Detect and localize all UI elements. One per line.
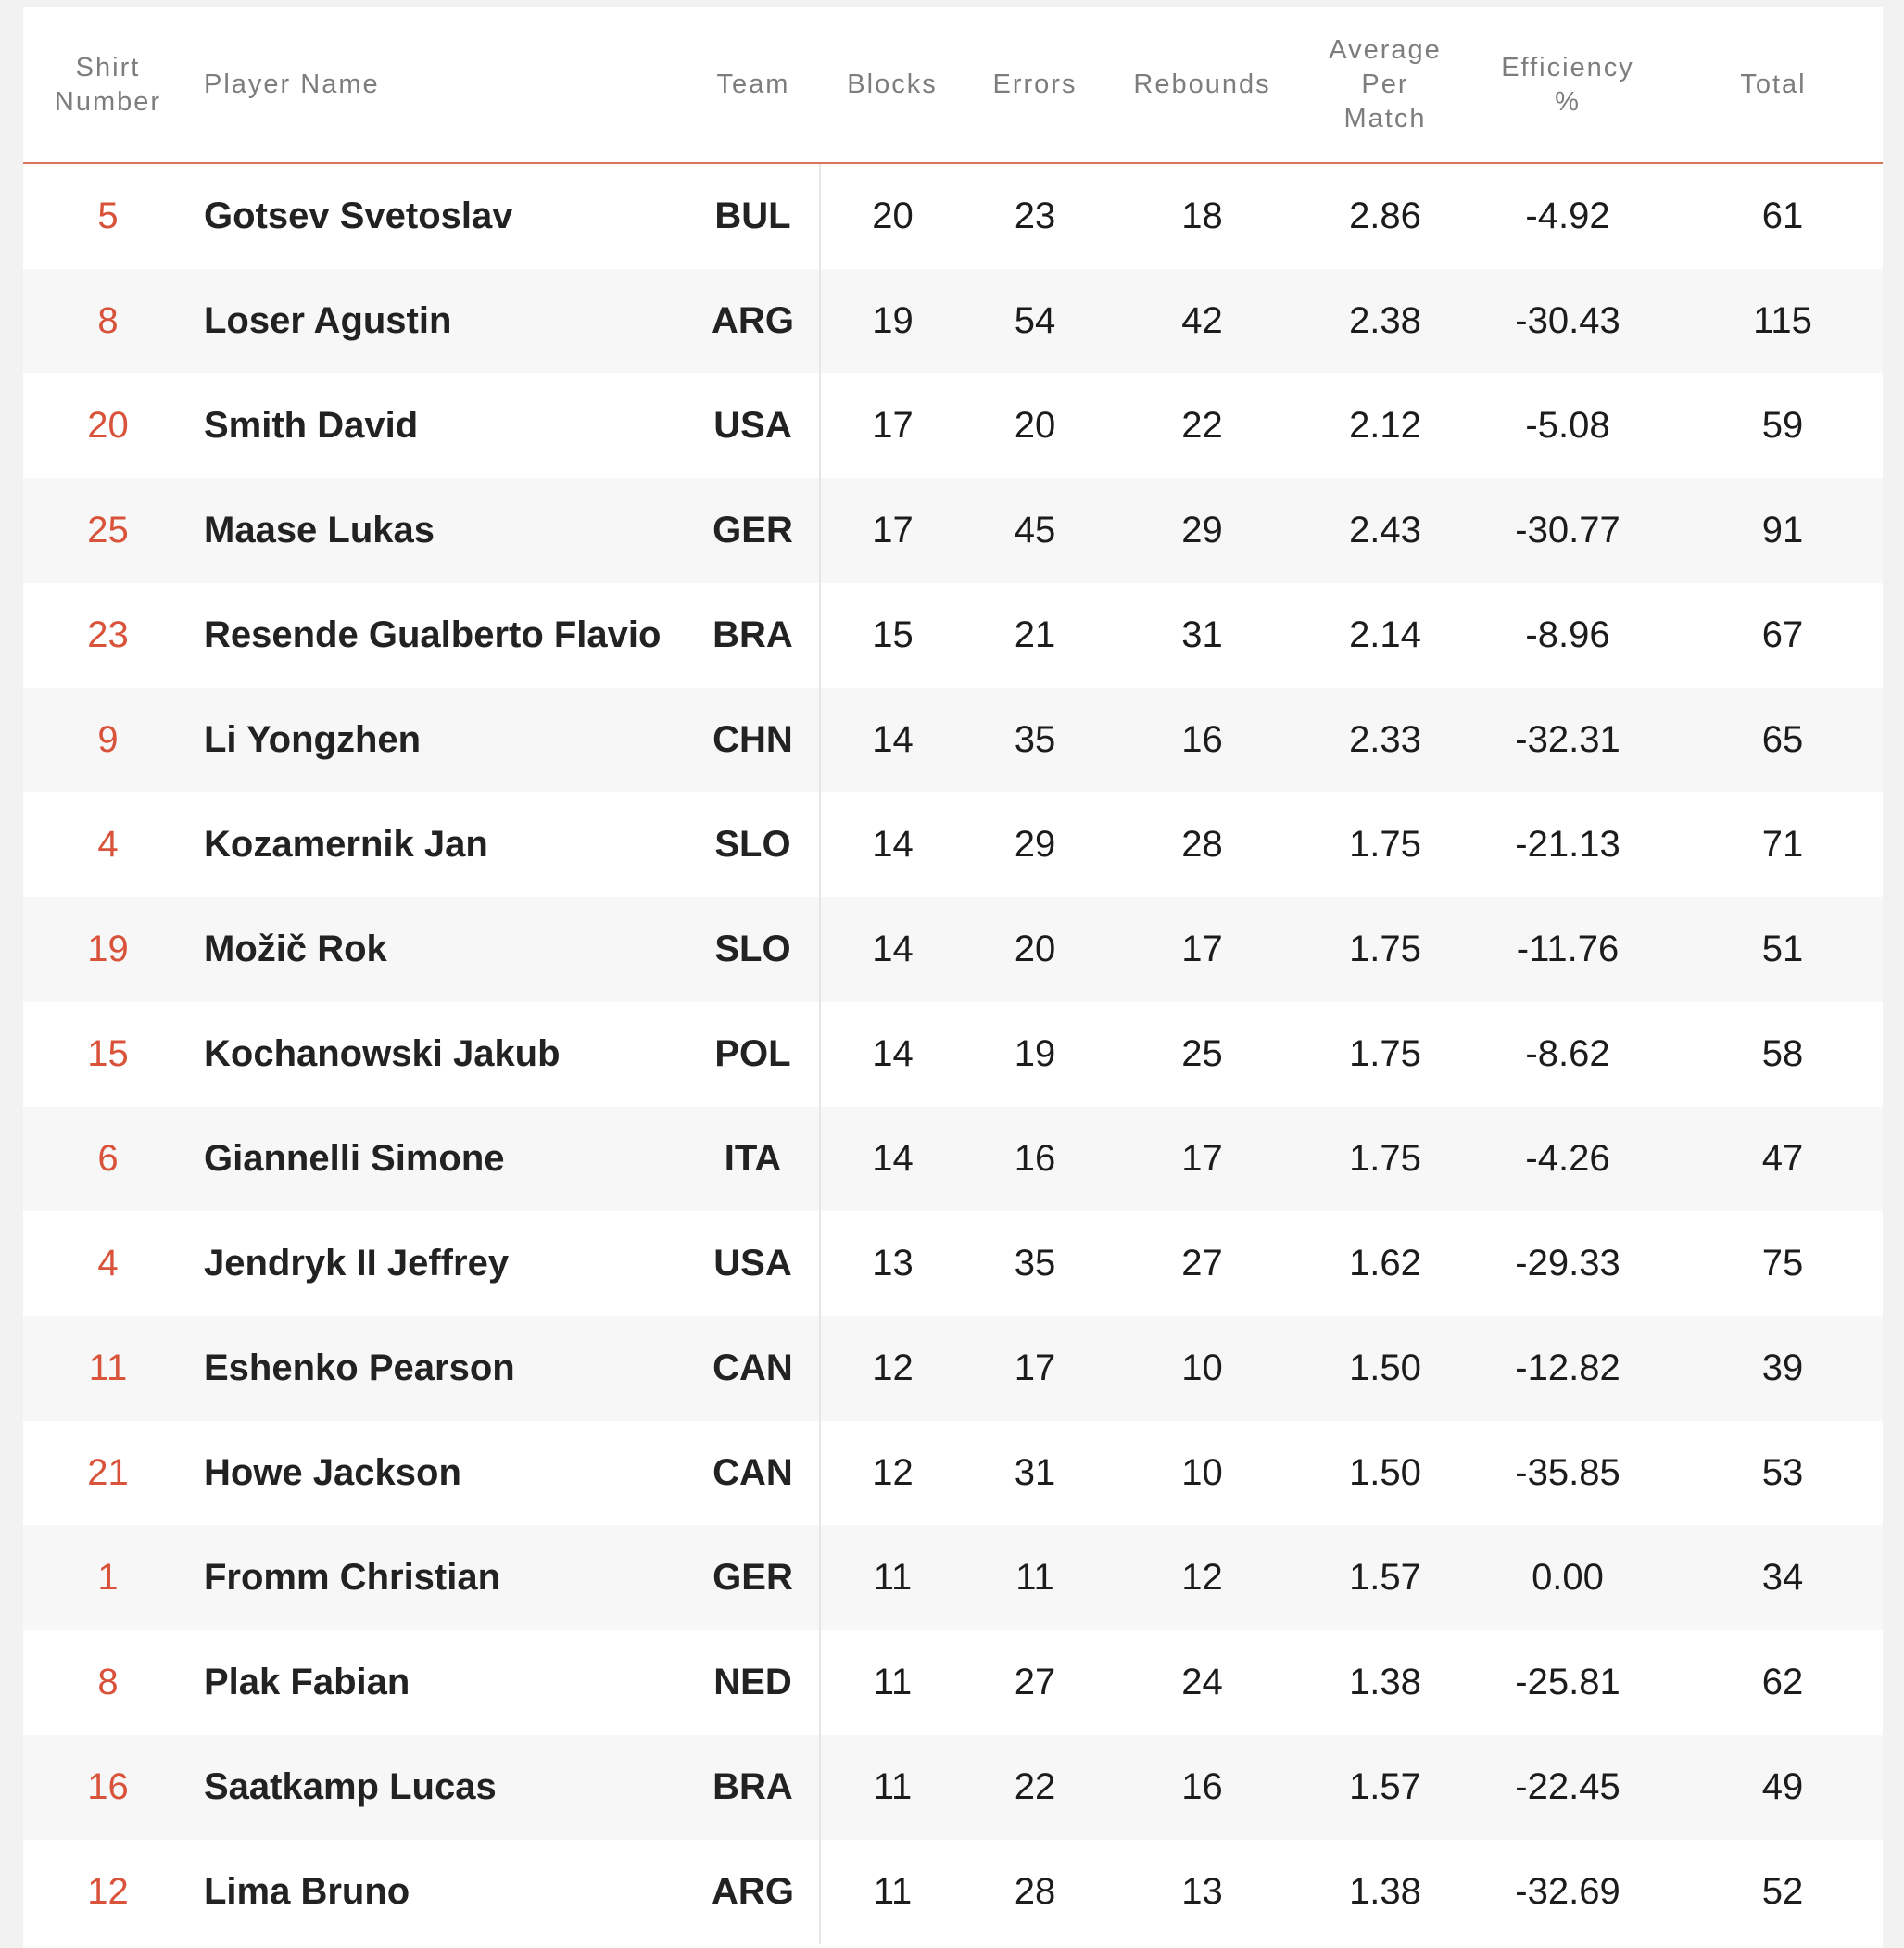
player-name-cell: Maase Lukas (193, 478, 687, 583)
total-cell: 34 (1664, 1525, 1883, 1630)
average-cell: 1.75 (1299, 897, 1471, 1002)
total-cell: 53 (1761, 1452, 1804, 1493)
blocks-cell: 20 (872, 196, 914, 236)
team-cell: USA (687, 1211, 820, 1316)
average-cell: 1.75 (1349, 1033, 1421, 1074)
player-name-cell: Giannelli Simone (193, 1107, 687, 1211)
column-header-text: Efficiency (1501, 52, 1634, 82)
column-header-text: Player Name (204, 70, 380, 99)
rebounds-cell: 16 (1105, 688, 1299, 792)
efficiency-cell: -29.33 (1515, 1243, 1620, 1284)
team-cell: BRA (687, 1735, 820, 1840)
efficiency-cell: 0.00 (1471, 1525, 1664, 1630)
table-row[interactable] (23, 1525, 1883, 1630)
average-cell: 1.57 (1299, 1735, 1471, 1840)
table-row[interactable] (23, 269, 1883, 373)
errors-cell: 20 (965, 897, 1105, 1002)
table-row[interactable] (23, 1002, 1883, 1107)
total-cell: 39 (1664, 1316, 1883, 1421)
efficiency-cell: -32.31 (1471, 688, 1664, 792)
total-cell: 75 (1761, 1243, 1804, 1284)
errors-cell: 29 (1014, 824, 1056, 865)
rebounds-cell: 31 (1181, 614, 1223, 655)
rebounds-cell: 16 (1105, 1735, 1299, 1840)
errors-cell: 11 (965, 1525, 1105, 1630)
table-row[interactable] (23, 478, 1883, 583)
total-cell: 67 (1761, 614, 1804, 655)
blocks-cell: 15 (872, 614, 914, 655)
shirt-number-cell: 5 (97, 196, 119, 236)
rebounds-cell: 17 (1105, 1107, 1299, 1211)
column-header-text: Per (1361, 70, 1409, 99)
average-cell: 1.50 (1299, 1316, 1471, 1421)
errors-cell: 23 (1014, 196, 1056, 236)
table-row[interactable] (23, 583, 1883, 688)
average-cell: 2.43 (1299, 478, 1471, 583)
player-name-cell: Saatkamp Lucas (193, 1735, 687, 1840)
team-cell: SLO (687, 897, 820, 1002)
team-cell: GER (687, 478, 820, 583)
blocks-cell: 14 (820, 897, 965, 1002)
efficiency-cell: -32.69 (1515, 1871, 1620, 1912)
errors-cell: 35 (1014, 1243, 1056, 1284)
table-row[interactable] (23, 163, 1883, 269)
average-cell: 1.38 (1349, 1662, 1421, 1702)
shirt-number-cell: 16 (23, 1735, 193, 1840)
average-cell: 2.86 (1349, 196, 1421, 236)
errors-cell: 45 (965, 478, 1105, 583)
errors-cell: 22 (965, 1735, 1105, 1840)
shirt-number-cell: 8 (23, 269, 193, 373)
team-cell: POL (687, 1002, 820, 1107)
table-row[interactable] (23, 897, 1883, 1002)
column-header-text: Blocks (847, 70, 938, 99)
average-cell: 1.50 (1349, 1452, 1421, 1493)
table-row[interactable] (23, 1735, 1883, 1840)
table-row[interactable] (23, 792, 1883, 897)
team-cell: BRA (687, 583, 820, 688)
efficiency-cell: -30.43 (1471, 269, 1664, 373)
table-row[interactable] (23, 1630, 1883, 1735)
team-cell: SLO (687, 792, 820, 897)
total-cell: 52 (1761, 1871, 1804, 1912)
table-header (23, 7, 1883, 163)
table-row[interactable] (23, 373, 1883, 478)
rebounds-cell: 10 (1181, 1452, 1223, 1493)
total-cell: 58 (1761, 1033, 1804, 1074)
total-cell: 65 (1664, 688, 1883, 792)
blocks-cell: 12 (872, 1452, 914, 1493)
player-name-cell: Plak Fabian (204, 1662, 410, 1702)
player-name-cell: Li Yongzhen (193, 688, 687, 792)
column-header-shirt-number[interactable] (23, 7, 193, 163)
player-name-cell: Loser Agustin (193, 269, 687, 373)
rebounds-cell: 27 (1181, 1243, 1223, 1284)
player-name-cell: Gotsev Svetoslav (204, 196, 513, 236)
table-row[interactable] (23, 1107, 1883, 1211)
blocks-cell: 11 (820, 1525, 965, 1630)
shirt-number-cell: 4 (97, 1243, 119, 1284)
player-name-cell: Jendryk II Jeffrey (204, 1243, 510, 1284)
team-cell: GER (687, 1525, 820, 1630)
column-header-text: Average (1329, 35, 1442, 65)
column-header-efficiency-percent[interactable] (1471, 7, 1664, 163)
column-header-text: Rebounds (1133, 70, 1271, 99)
blocks-cell: 11 (873, 1871, 913, 1912)
player-name-cell: Fromm Christian (193, 1525, 687, 1630)
player-name-cell: Resende Gualberto Flavio (204, 614, 662, 655)
average-cell: 1.38 (1349, 1871, 1421, 1912)
efficiency-cell: -5.08 (1525, 405, 1610, 446)
total-cell: 51 (1664, 897, 1883, 1002)
blocks-cell: 12 (820, 1316, 965, 1421)
efficiency-cell: -12.82 (1471, 1316, 1664, 1421)
rebounds-cell: 24 (1181, 1662, 1223, 1702)
shirt-number-cell: 9 (23, 688, 193, 792)
shirt-number-cell: 15 (87, 1033, 129, 1074)
table-row[interactable] (23, 1211, 1883, 1316)
team-cell: CAN (687, 1316, 820, 1421)
shirt-number-cell: 12 (87, 1871, 129, 1912)
total-cell: 71 (1761, 824, 1804, 865)
player-name-cell: Eshenko Pearson (193, 1316, 687, 1421)
total-cell: 61 (1761, 196, 1804, 236)
player-name-cell: Kochanowski Jakub (204, 1033, 561, 1074)
team-cell: ARG (687, 1840, 820, 1944)
blocks-cell: 14 (820, 1107, 965, 1211)
average-cell: 1.75 (1299, 1107, 1471, 1211)
shirt-number-cell: 23 (87, 614, 129, 655)
errors-cell: 19 (1014, 1033, 1056, 1074)
blocks-cell: 11 (820, 1735, 965, 1840)
shirt-number-cell: 19 (23, 897, 193, 1002)
column-header-rebounds[interactable] (1105, 7, 1299, 163)
blocks-cell: 11 (873, 1662, 913, 1702)
efficiency-cell: -35.85 (1515, 1452, 1620, 1493)
player-name-cell: Možič Rok (193, 897, 687, 1002)
errors-cell: 54 (965, 269, 1105, 373)
column-header-team[interactable] (687, 7, 820, 163)
average-cell: 2.33 (1299, 688, 1471, 792)
rebounds-cell: 17 (1105, 897, 1299, 1002)
rebounds-cell: 22 (1181, 405, 1223, 446)
shirt-number-cell: 1 (23, 1525, 193, 1630)
column-header-text: Number (54, 86, 162, 117)
errors-cell: 27 (1014, 1662, 1056, 1702)
blocks-cell: 17 (820, 478, 965, 583)
efficiency-cell: -8.96 (1525, 614, 1610, 655)
average-cell: 2.12 (1349, 405, 1421, 446)
rebounds-cell: 29 (1105, 478, 1299, 583)
efficiency-cell: -21.13 (1515, 824, 1620, 865)
player-name-cell: Lima Bruno (204, 1871, 410, 1912)
blocks-cell: 14 (872, 1033, 914, 1074)
rebounds-cell: 12 (1105, 1525, 1299, 1630)
average-cell: 1.57 (1299, 1525, 1471, 1630)
total-cell: 49 (1664, 1735, 1883, 1840)
shirt-number-cell: 25 (23, 478, 193, 583)
errors-cell: 31 (1014, 1452, 1056, 1493)
column-header-total[interactable] (1664, 7, 1883, 163)
player-name-cell: Kozamernik Jan (204, 824, 488, 865)
average-cell: 2.14 (1349, 614, 1421, 655)
player-name-cell: Smith David (204, 405, 419, 446)
blocks-cell: 14 (820, 688, 965, 792)
efficiency-cell: -4.92 (1525, 196, 1610, 236)
errors-cell: 16 (965, 1107, 1105, 1211)
average-cell: 1.62 (1349, 1243, 1421, 1284)
errors-cell: 20 (1014, 405, 1056, 446)
team-cell: ARG (687, 269, 820, 373)
blocks-cell: 19 (820, 269, 965, 373)
errors-cell: 35 (965, 688, 1105, 792)
column-header-text: Shirt (75, 52, 141, 82)
average-cell: 2.38 (1299, 269, 1471, 373)
errors-cell: 17 (965, 1316, 1105, 1421)
stats-card (23, 7, 1883, 1948)
shirt-number-cell: 6 (23, 1107, 193, 1211)
team-cell: USA (687, 373, 820, 478)
efficiency-cell: -25.81 (1515, 1662, 1620, 1702)
total-cell: 59 (1761, 405, 1804, 446)
shirt-number-cell: 21 (87, 1452, 129, 1493)
column-header-blocks[interactable] (820, 7, 965, 163)
team-cell: NED (687, 1630, 820, 1735)
total-cell: 91 (1664, 478, 1883, 583)
team-cell: ITA (687, 1107, 820, 1211)
total-cell: 62 (1761, 1662, 1804, 1702)
rebounds-cell: 10 (1105, 1316, 1299, 1421)
table-row[interactable] (23, 1840, 1883, 1944)
rebounds-cell: 28 (1181, 824, 1223, 865)
shirt-number-cell: 4 (97, 824, 119, 865)
column-header-text: Team (716, 70, 790, 99)
column-header-text: Total (1740, 70, 1807, 99)
efficiency-cell: -4.26 (1471, 1107, 1664, 1211)
rebounds-cell: 42 (1105, 269, 1299, 373)
blocks-cell: 17 (872, 405, 914, 446)
blocks-cell: 14 (872, 824, 914, 865)
column-header-text: Errors (992, 70, 1078, 99)
table-body (23, 163, 1883, 1944)
table-row[interactable] (23, 1421, 1883, 1525)
shirt-number-cell: 20 (87, 405, 129, 446)
header-row (23, 7, 1883, 163)
player-stats-table (23, 7, 1883, 1944)
errors-cell: 21 (1014, 614, 1056, 655)
column-header-player-name[interactable] (193, 7, 687, 163)
efficiency-cell: -30.77 (1471, 478, 1664, 583)
column-header-text: % (1555, 86, 1581, 117)
shirt-number-cell: 8 (97, 1662, 119, 1702)
efficiency-cell: -22.45 (1471, 1735, 1664, 1840)
team-cell: CHN (687, 688, 820, 792)
rebounds-cell: 25 (1181, 1033, 1223, 1074)
table-row[interactable] (23, 1316, 1883, 1421)
player-name-cell: Howe Jackson (204, 1452, 461, 1493)
efficiency-cell: -8.62 (1525, 1033, 1610, 1074)
blocks-cell: 13 (872, 1243, 914, 1284)
total-cell: 115 (1664, 269, 1883, 373)
column-header-errors[interactable] (965, 7, 1105, 163)
table-row[interactable] (23, 688, 1883, 792)
rebounds-cell: 13 (1181, 1871, 1223, 1912)
total-cell: 47 (1664, 1107, 1883, 1211)
column-header-average-per-match[interactable] (1299, 7, 1471, 163)
rebounds-cell: 18 (1181, 196, 1223, 236)
shirt-number-cell: 11 (23, 1316, 193, 1421)
team-cell: CAN (687, 1421, 820, 1525)
average-cell: 1.75 (1349, 824, 1421, 865)
efficiency-cell: -11.76 (1471, 897, 1664, 1002)
column-header-text: Match (1343, 104, 1427, 133)
team-cell: BUL (687, 163, 820, 269)
errors-cell: 28 (1014, 1871, 1056, 1912)
